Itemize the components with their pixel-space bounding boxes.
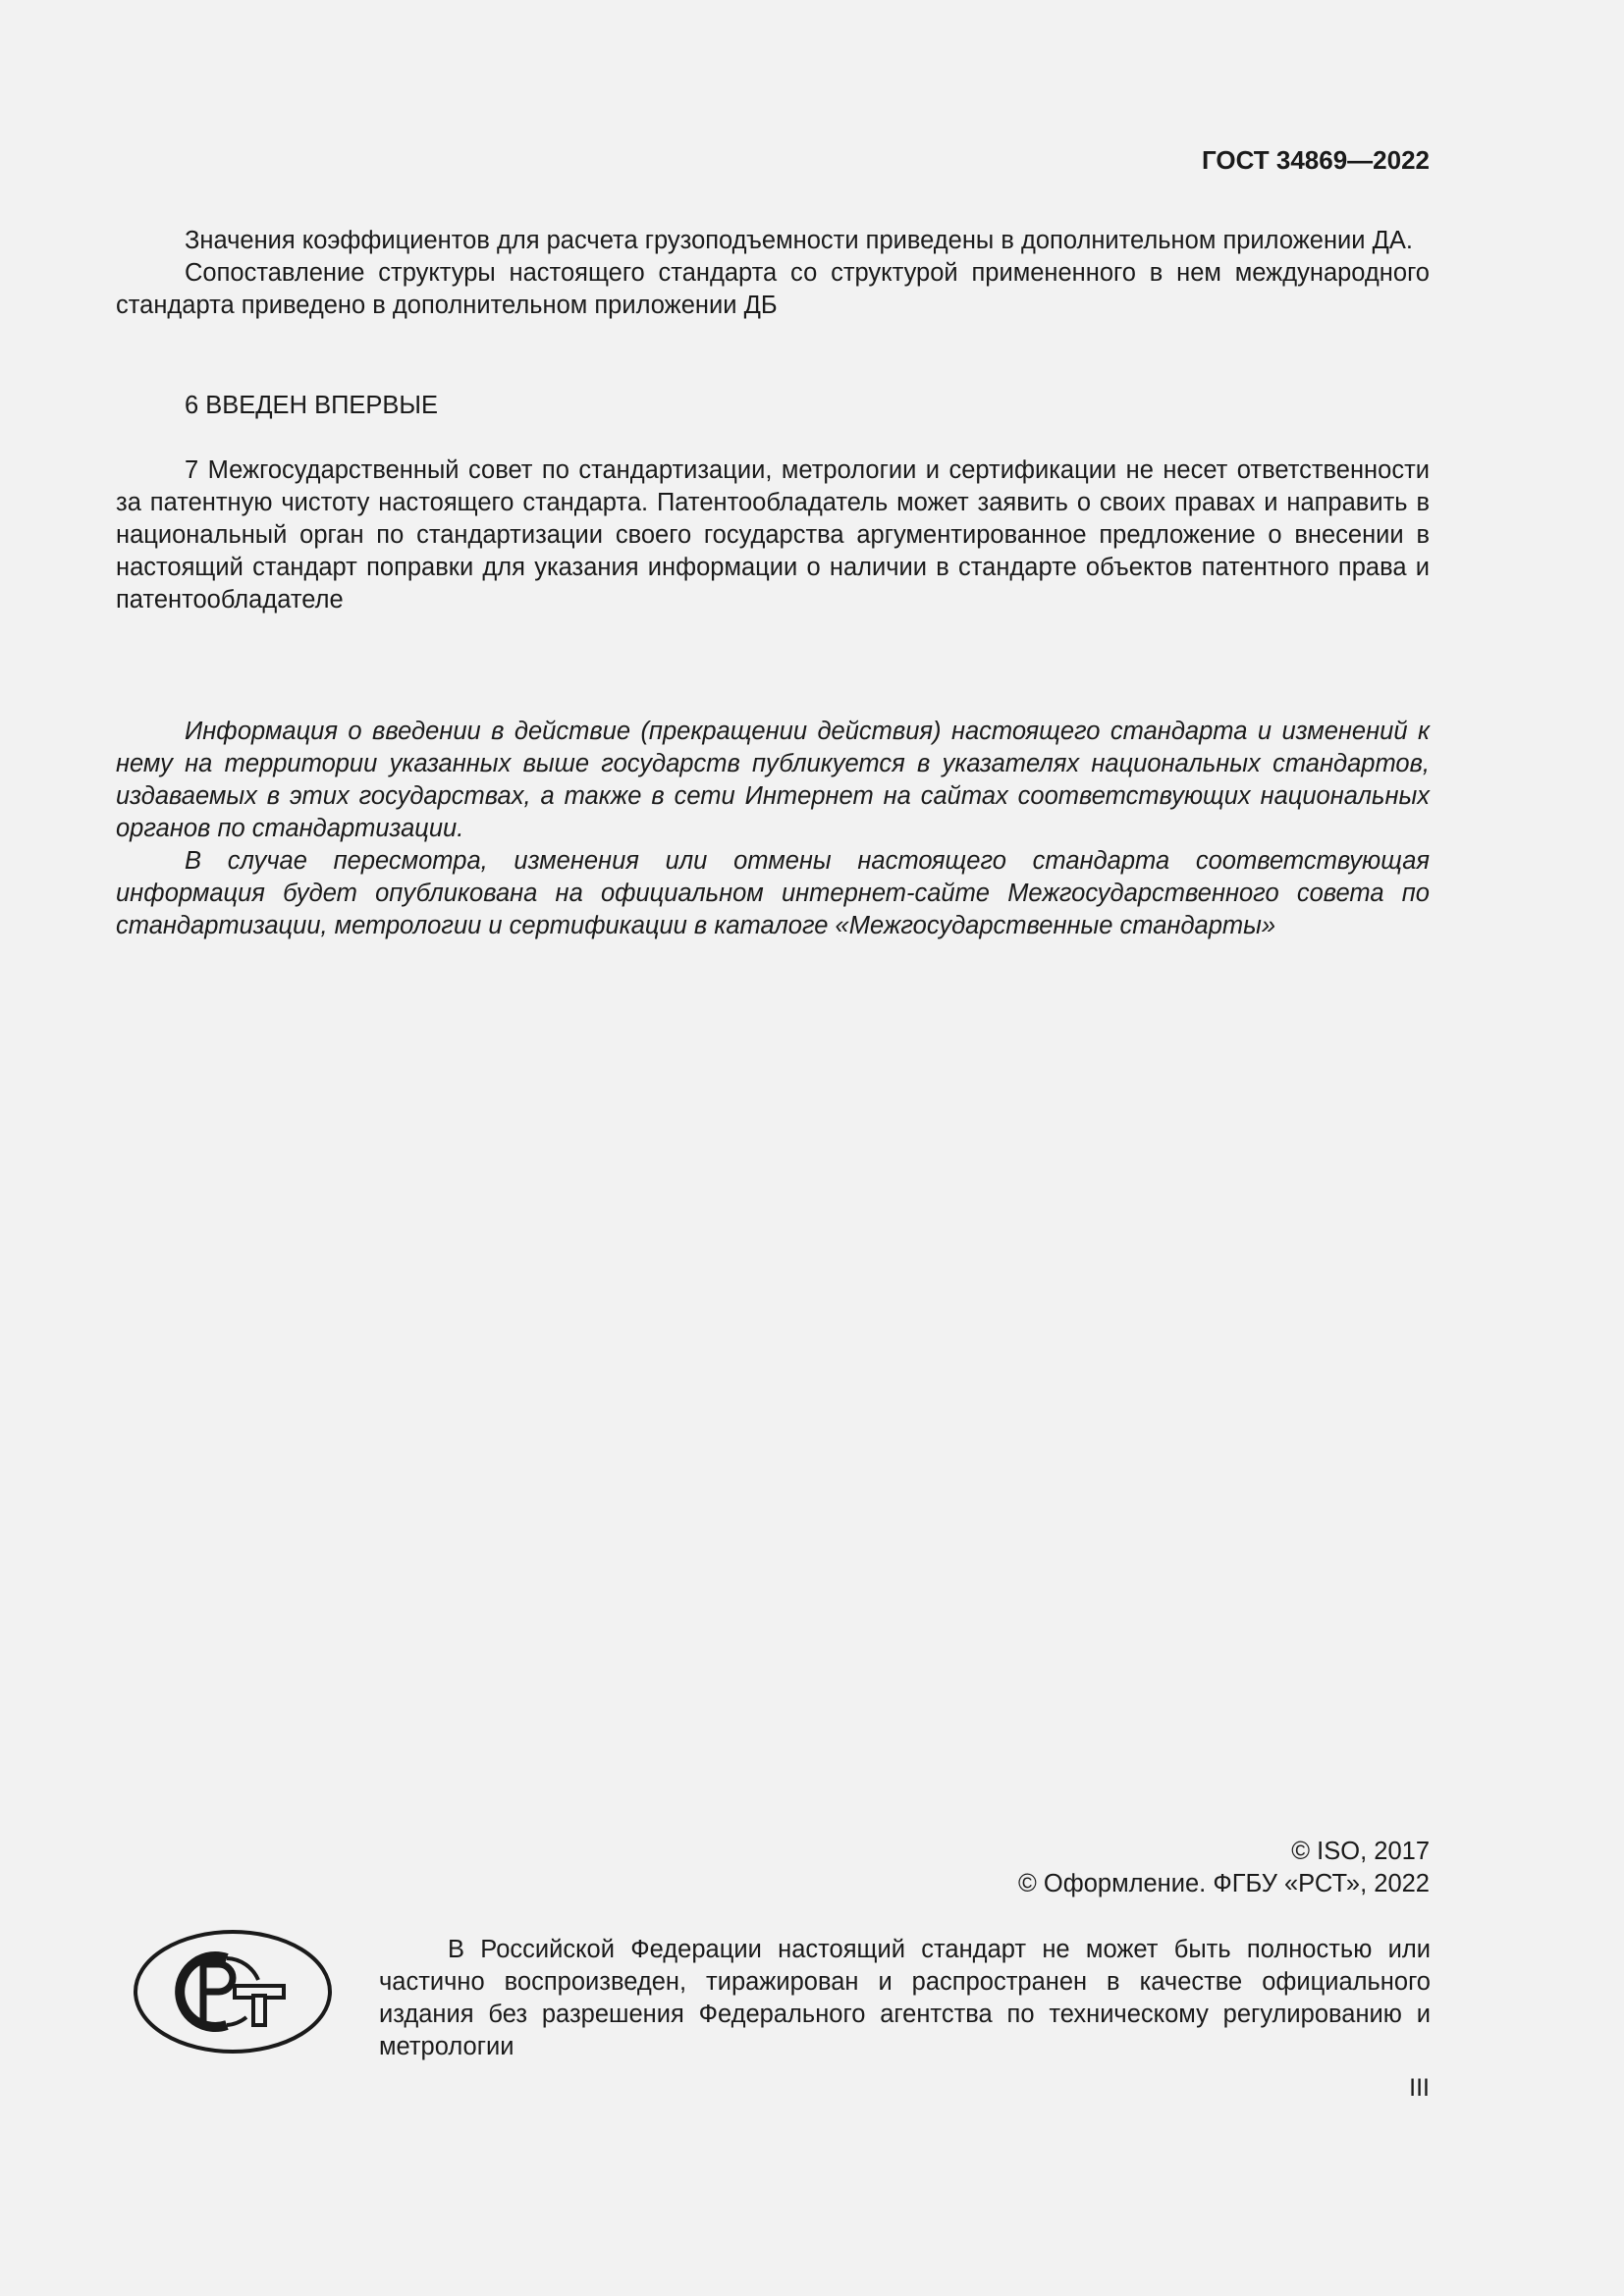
info-section: [116, 716, 1430, 942]
intro-section: [116, 225, 1430, 322]
item-7-section: [116, 454, 1430, 616]
info-paragraph-revision: В случае пересмотра, изменения или отмены настоящего стандарта соответствующая информация будет опубликована на официальном интернет-сайте Межгосударственного совета по стандартизации, метрологии и сертификации в каталоге «Межгосударственные стандарты»: [116, 847, 1430, 939]
copyright-design: © Оформление. ФГБУ «РСТ», 2022: [1018, 1870, 1430, 1897]
item-7-text: 7 Межгосударственный совет по стандартизации, метрологии и сертификации не несет ответственности за патентную чистоту настоящего стандарта. Патентообладатель может заявить о своих правах и направить в национальный орган по стандартизации своего государства аргументированное предложение о внесении в настоящий стандарт поправки для указания информации о наличии в стандарте объектов патентного права и патентообладателе: [116, 456, 1430, 614]
item-6-section: [116, 390, 1430, 422]
intro-paragraph-appendix-db: Сопоставление структуры настоящего стандарта со структурой примененного в нем международного стандарта приведено в дополнительном приложении ДБ: [116, 259, 1430, 319]
document-code: ГОСТ 34869—2022: [1202, 145, 1430, 175]
reproduction-notice: [379, 1934, 1431, 2063]
reproduction-notice-text: В Российской Федерации настоящий стандарт не может быть полностью или частично воспроизведен, тиражирован и распространен в качестве официального издания без разрешения Федерального агентства по техническому регулированию и метрологии: [379, 1936, 1431, 2060]
info-paragraph-publication: Информация о введении в действие (прекращении действия) настоящего стандарта и изменений к нему на территории указанных выше государств публикуется в указателях национальных стандартов, издаваемых в этих государствах, а также в сети Интернет на сайтах соответствующих национальных органов по стандартизации.: [116, 718, 1430, 842]
pct-certification-mark-icon: [133, 1929, 333, 2055]
copyright-iso: © ISO, 2017: [1291, 1838, 1430, 1865]
copyright-block: [1018, 1836, 1430, 1900]
item-6-text: 6 ВВЕДЕН ВПЕРВЫЕ: [185, 392, 439, 419]
intro-paragraph-appendix-da: Значения коэффициентов для расчета грузоподъемности приведены в дополнительном приложении ДА.: [185, 227, 1413, 254]
page-number: III: [1409, 2074, 1430, 2102]
